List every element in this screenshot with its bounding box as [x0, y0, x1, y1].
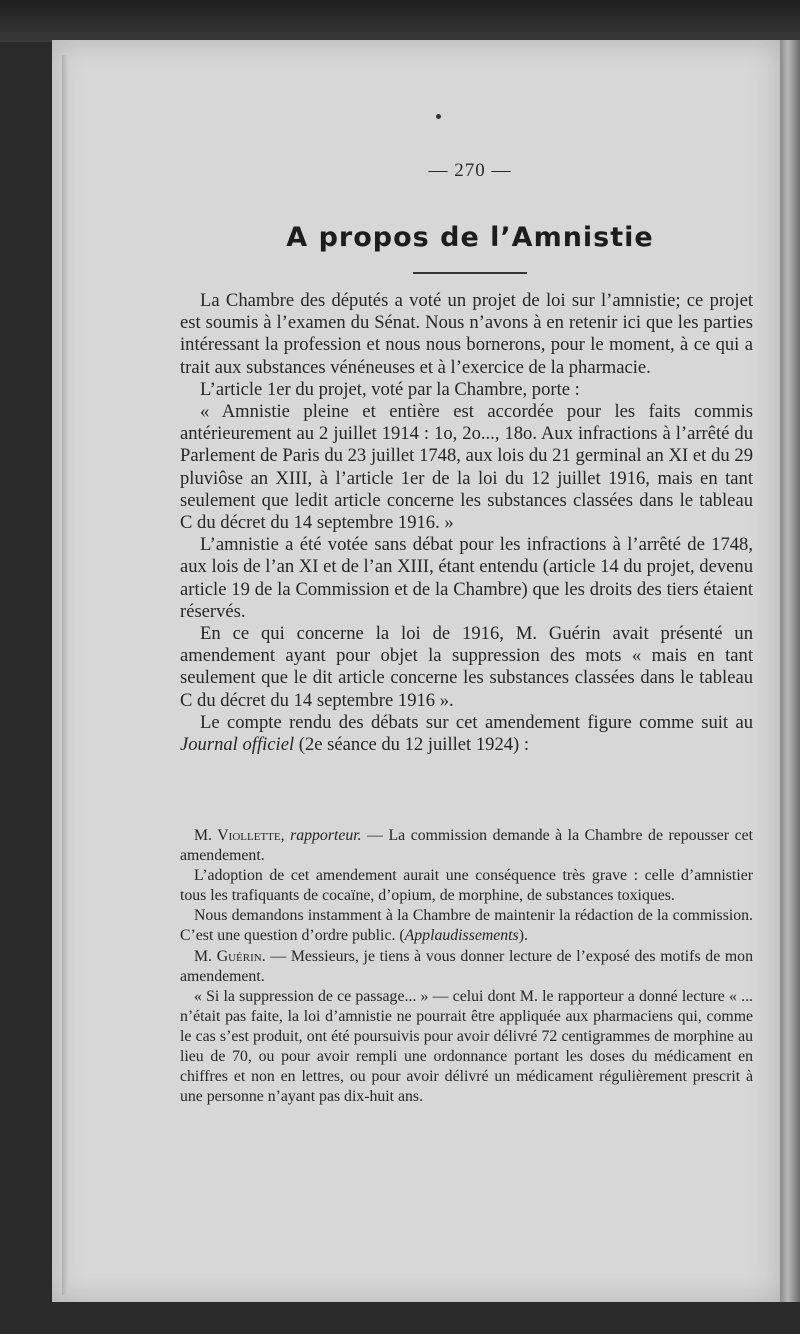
paragraph-article-reference: L’article 1er du projet, voté par la Chambre, porte : — [200, 378, 580, 400]
journal-officiel: Journal officiel — [180, 734, 295, 756]
paragraph-debate-intro — [180, 712, 753, 756]
speaker-viollette: M. Viollette, — [194, 827, 285, 844]
debate-line-viollette — [180, 826, 753, 866]
page-number: — 270 — — [428, 160, 512, 181]
debate-intro-date: (2e séance du 12 juillet 1924) : — [294, 734, 530, 756]
viollette-statement: — La commission demande à la Chambre de repousser cet amendement. — [180, 827, 753, 865]
paragraph-law-quote: « Amnistie pleine et entière est accordée pour les faits commis antérieurement au 2 juillet 1914 : 1o, 2o..., 18o. Aux infractions à l’arrêté du Parlement de Paris du 23 juillet 1748, aux lois du 21 germinal an XI et du 29 pluviôse an XIII, à l’article 1er de la loi du 12 juillet 1916, mais en tant seulement que ledit article concerne les substances classées dans le tableau C du décret du 14 septembre 1916. » — [180, 401, 753, 534]
applause-note: Applaudissements — [404, 927, 519, 945]
ink-dot — [436, 114, 441, 119]
article-body — [180, 290, 753, 756]
speaker-role: rapporteur. — [290, 827, 362, 844]
speaker-guerin: M. Guérin. — [194, 947, 266, 965]
scan-background-bottom — [0, 1302, 800, 1334]
title-underline — [413, 272, 527, 274]
debate-line-guerin — [180, 947, 753, 987]
public-order-end: ). — [518, 927, 528, 945]
paragraph-amnesty-vote: L’amnistie a été votée sans débat pour les infractions à l’arrêté de 1748, aux lois de l’an XI et de l’an XIII, étant entendu (article 14 du projet, devenu article 19 de la Commission et de la Chambre) que les droits des tiers étaient réservés. — [180, 534, 753, 622]
scan-background-top — [0, 0, 800, 42]
guerin-statement: — Messieurs, je tiens à vous donner lecture de l’exposé des motifs de mon amendement. — [180, 947, 753, 985]
paragraph-guerin-amendment: En ce qui concerne la loi de 1916, M. Guérin avait présenté un amendement ayant pour objet la suppression des mots « mais en tant seulement que le dit article concerne les substances classées dans le tableau C du décret du 14 septembre 1916 ». — [180, 623, 753, 711]
article-title: A propos de l’Amnistie — [286, 222, 654, 253]
debate-intro-text: Le compte rendu des débats sur cet amendement figure comme suit au — [200, 711, 753, 733]
debate-line-motives: « Si la suppression de ce passage... » — celui dont M. le rapporteur a donné lecture « ... n’était pas faite, la loi d’amnistie ne pourrait être appliquée aux pharmaciens qui, comme le cas s’est produit, ont été poursuivis pour avoir délivré 72 centigrammes de morphine au lieu de 70, ou pour avoir rempli une ordonnance portant les doses du médicament en chiffres et non en lettres, ou pour avoir délivré un médicament régulièrement prescrit à une personne n’ayant pas dix-huit ans. — [180, 987, 753, 1106]
debate-transcript — [180, 826, 753, 1107]
paragraph-intro: La Chambre des députés a voté un projet de loi sur l’amnistie; ce projet est soumis à l’examen du Sénat. Nous n’avons à en retenir ici que les parties intéressant la profession et nous nous bornerons, pour le moment, à ce qui a trait aux substances vénéneuses et à l’exercice de la pharmacie. — [180, 290, 753, 378]
debate-line-consequence: L’adoption de cet amendement aurait une conséquence très grave : celle d’amnistier tous les trafiquants de cocaïne, d’opium, de morphine, de substances toxiques. — [180, 867, 753, 905]
public-order-text: Nous demandons instamment à la Chambre de maintenir la rédaction de la commission. C’est une question d’ordre public. ( — [180, 907, 753, 945]
debate-line-public-order — [180, 906, 753, 946]
